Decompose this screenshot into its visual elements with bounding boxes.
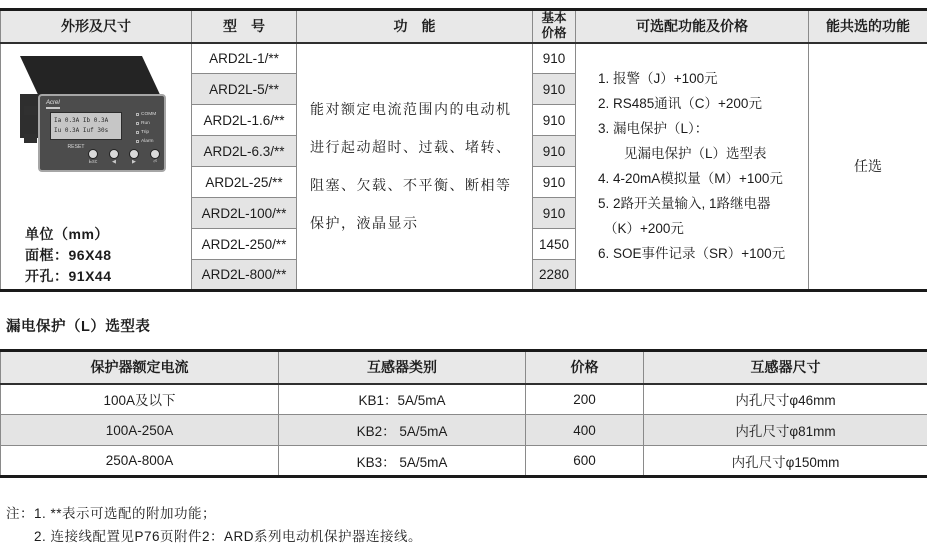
led-dot-icon: [136, 131, 139, 134]
model-cell: ARD2L-25/**: [192, 167, 297, 198]
leakage-table: [0, 349, 927, 478]
transformer-type-cell: KB1：5A/5mA: [279, 384, 526, 415]
table-row: [1, 43, 927, 74]
price-cell: 600: [526, 446, 644, 477]
model-cell: ARD2L-800/**: [192, 260, 297, 291]
header-optional: 可选配功能及价格: [576, 10, 809, 43]
button-circle-icon: [129, 149, 139, 159]
enter-button: ⏎: [146, 149, 164, 166]
price-cell: 1450: [533, 229, 576, 260]
function-cell: 能对额定电流范围内的电动机进行起动超时、过载、堵转、阻塞、欠载、不平衡、断相等保护，液晶显示: [297, 43, 533, 291]
model-cell: ARD2L-100/**: [192, 198, 297, 229]
dimensions-block: [1, 224, 191, 287]
leak-header-transformer-size: 互感器尺寸: [644, 351, 927, 384]
left-arrow-button: ◀: [105, 149, 123, 166]
price-cell: 2280: [533, 260, 576, 291]
outline-cell: [1, 43, 192, 291]
leak-header-price: 价格: [526, 351, 644, 384]
price-cell: 910: [533, 167, 576, 198]
model-cell: ARD2L-6.3/**: [192, 136, 297, 167]
device-rear-body: [20, 56, 162, 98]
model-cell: ARD2L-1.6/**: [192, 105, 297, 136]
leak-header-rated-current: 保护器额定电流: [1, 351, 279, 384]
spec-table: [0, 8, 927, 292]
button-circle-icon: [109, 149, 119, 159]
header-price-line1: 基本: [541, 11, 567, 26]
price-cell: 910: [533, 43, 576, 74]
button-circle-icon: [150, 149, 160, 159]
header-price-line2: 价格: [541, 26, 567, 41]
led-run: Run: [136, 119, 160, 128]
model-cell: ARD2L-1/**: [192, 43, 297, 74]
price-cell: 400: [526, 415, 644, 446]
optional-line: 3. 漏电保护（L）：: [598, 121, 709, 137]
transformer-size-cell: 内孔尺寸φ150mm: [644, 446, 927, 477]
transformer-type-cell: KB2： 5A/5mA: [279, 415, 526, 446]
model-cell: ARD2L-5/**: [192, 74, 297, 105]
lcd-line1: Ia 0.3A Ib 0.3A: [54, 116, 109, 124]
led-comm: COMM: [136, 110, 160, 119]
unit-label: 单位（mm）: [25, 225, 109, 242]
price-cell: 910: [533, 105, 576, 136]
price-cell: 910: [533, 74, 576, 105]
optional-line: 5. 2路开关量输入, 1路继电器: [598, 196, 771, 212]
rated-current-cell: 100A及以下: [1, 384, 279, 415]
device-mount-tab: [24, 134, 37, 143]
optional-line: 2. RS485通讯（C）+200元: [598, 96, 762, 112]
optional-line: 6. SOE事件记录（SR）+100元: [598, 246, 786, 262]
product-photo: [8, 50, 184, 212]
optional-line: 见漏电保护（L）选型表: [624, 146, 767, 162]
led-alarm: Alarm: [136, 137, 160, 146]
device-side-body: [20, 94, 40, 138]
note-line-2: 2. 连接线配置见P76页附件2：ARD系列电动机保护器连接线。: [34, 529, 423, 544]
common-selectable-cell: 任选: [809, 43, 927, 291]
lcd-line2: Iu 0.3A Iuf 30s: [54, 126, 109, 134]
device-button-row: [84, 149, 164, 166]
led-dot-icon: [136, 140, 139, 143]
transformer-size-cell: 内孔尺寸φ46mm: [644, 384, 927, 415]
table-row: [1, 446, 927, 477]
led-trip: Trip: [136, 128, 160, 137]
optional-features-cell: [576, 43, 809, 291]
rated-current-cell: 250A-800A: [1, 446, 279, 477]
device-brand-logo: Acrel: [46, 100, 60, 109]
optional-line: 4. 4-20mA模拟量（M）+100元: [598, 171, 783, 187]
header-price: [533, 10, 576, 43]
table-row: [1, 415, 927, 446]
header-function: 功 能: [297, 10, 533, 43]
price-cell: 910: [533, 198, 576, 229]
device-mount-tab: [24, 106, 37, 115]
footnotes: [6, 502, 927, 548]
transformer-size-cell: 内孔尺寸φ81mm: [644, 415, 927, 446]
device-led-column: [136, 110, 160, 146]
header-outline: 外形及尺寸: [1, 10, 192, 43]
leakage-table-title: 漏电保护（L）选型表: [6, 319, 151, 335]
price-cell: 200: [526, 384, 644, 415]
esc-button: Esc: [84, 149, 102, 166]
leak-header-transformer-type: 互感器类别: [279, 351, 526, 384]
reset-label: RESET: [67, 143, 85, 150]
cutout-size-label: 开孔：91X44: [25, 267, 112, 284]
led-dot-icon: [136, 122, 139, 125]
header-common: 能共选的功能: [809, 10, 927, 43]
led-dot-icon: [136, 113, 139, 116]
optional-line: （K）+200元: [604, 221, 684, 237]
device-lcd-screen: [50, 112, 122, 140]
button-circle-icon: [88, 149, 98, 159]
table-row: [1, 384, 927, 415]
device-front-panel: [38, 94, 166, 172]
transformer-type-cell: KB3： 5A/5mA: [279, 446, 526, 477]
header-model: 型 号: [192, 10, 297, 43]
note-line-1: 注：1. **表示可选配的附加功能；: [6, 506, 217, 521]
price-cell: 910: [533, 136, 576, 167]
model-cell: ARD2L-250/**: [192, 229, 297, 260]
optional-line: 1. 报警（J）+100元: [598, 71, 718, 87]
right-arrow-button: ▶: [125, 149, 143, 166]
rated-current-cell: 100A-250A: [1, 415, 279, 446]
frame-size-label: 面框：96X48: [25, 246, 112, 263]
